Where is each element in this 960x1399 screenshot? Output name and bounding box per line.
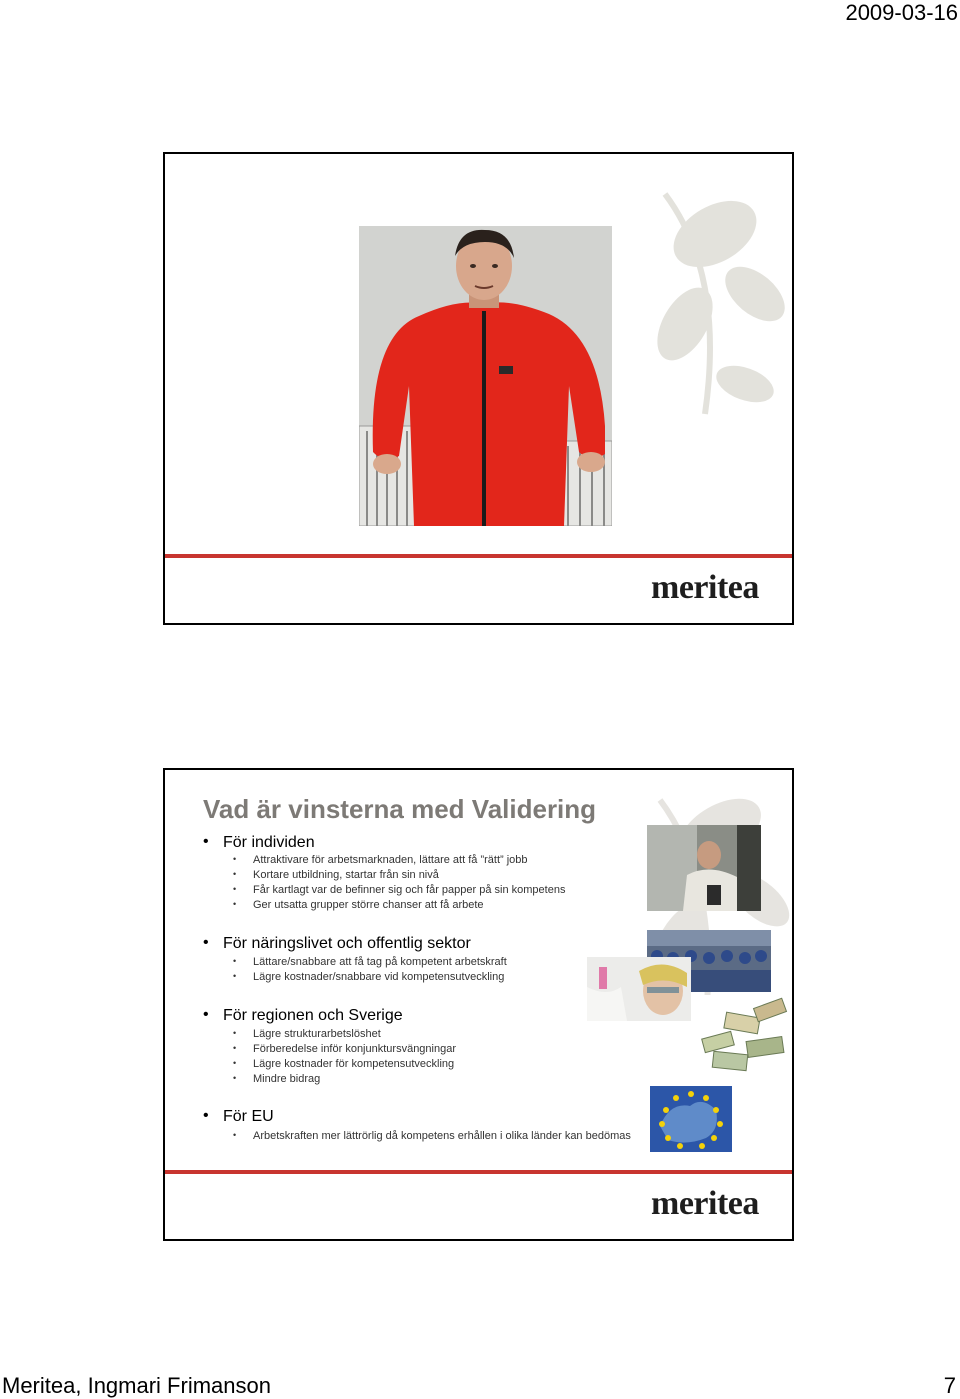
page-date: 2009-03-16 xyxy=(845,0,958,25)
slide-title: Vad är vinsterna med Validering xyxy=(203,794,597,824)
leaf-decoration-icon xyxy=(605,174,794,424)
meritea-logo: meritea xyxy=(651,569,759,606)
slide-2: Vad är vinsterna med Validering • För individen • Attraktivare för arbetsmarknaden, lättare att få ”rätt” jobb • Kortare utbildning, startar från sin nivå • Får kartlagt var de befinner sig och får papper på sin kompetens • Ger utsatta grupper större chanser att få arbete • För näringslivet och offentlig sektor • Lättare/snabbare att få tag på kompetent arbetskraft • Lägre kostnader/snabbare vid kompetensutveckling • För regionen och Sverige • Lägre strukturarbetslöshet • Förberedelse inför konjunktursvängningar • Lägre kostnader för kompetensutveckling • Mindre bidrag • För EU • Arbetskraften mer lättrörlig då kompetens erhållen i olika länder kan bedömas meritea xyxy=(163,768,794,1241)
slide-2-divider xyxy=(165,1170,792,1174)
eu-flag-map-photo xyxy=(650,1086,732,1152)
slide-1-divider xyxy=(165,554,792,558)
money-stack-photo xyxy=(695,995,794,1081)
page-number: 7 xyxy=(943,1373,956,1398)
man-in-red-jacket-photo xyxy=(359,226,612,526)
slide-1 xyxy=(163,152,794,625)
worker-photo xyxy=(647,825,761,911)
footer-author: Meritea, Ingmari Frimanson xyxy=(2,1373,271,1398)
meritea-logo: meritea xyxy=(651,1185,759,1222)
lab-woman-photo xyxy=(587,957,691,1021)
bullet: • xyxy=(203,833,209,850)
